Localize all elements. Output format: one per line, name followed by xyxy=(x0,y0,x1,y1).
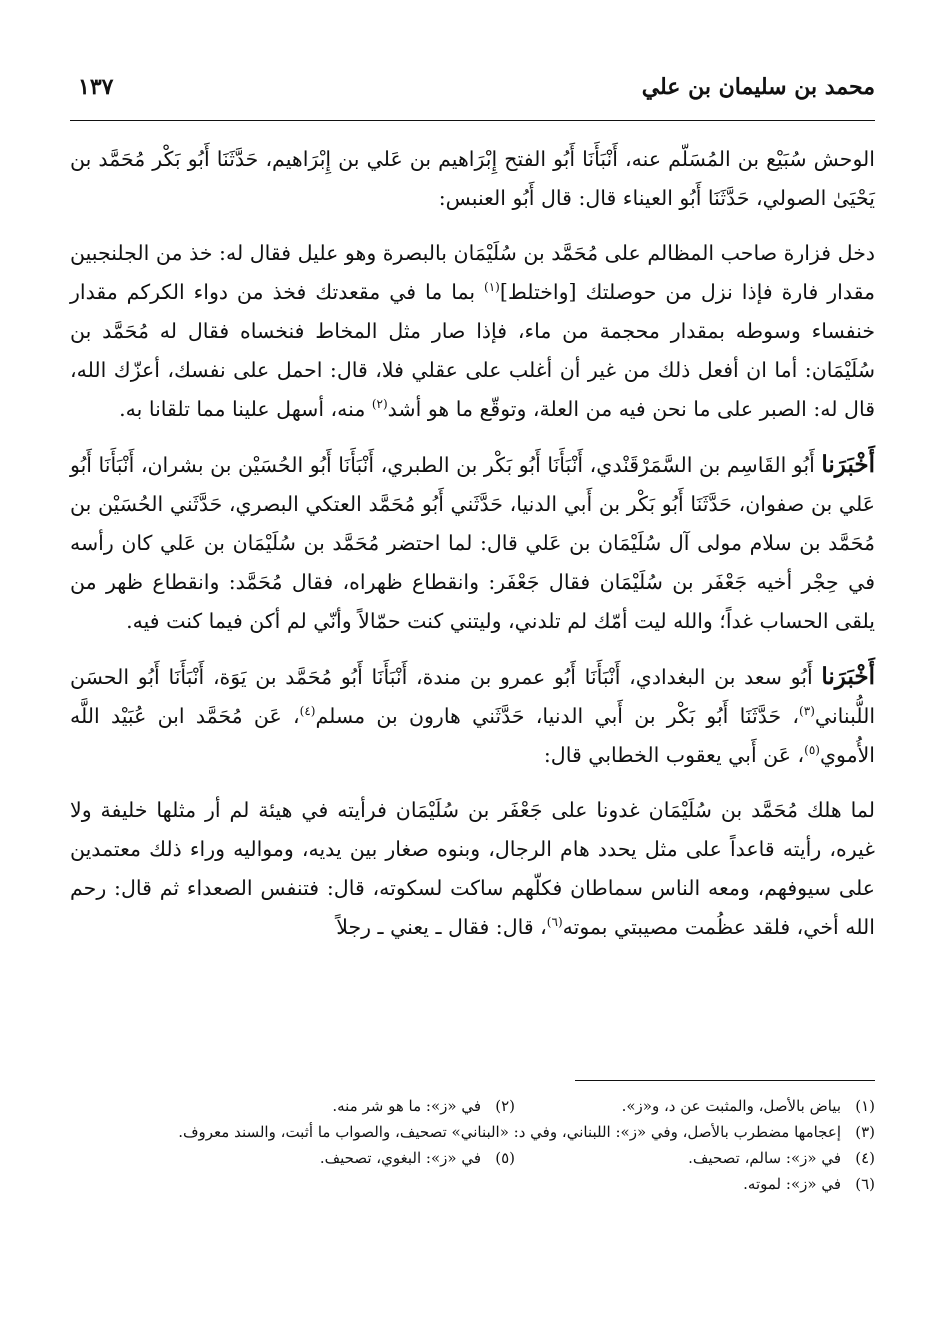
footnote-4 xyxy=(515,1145,875,1171)
footnote-number: (٤) xyxy=(855,1149,875,1167)
paragraph-5 xyxy=(70,791,875,947)
footnote-number: (٦) xyxy=(855,1175,875,1193)
lead-word: أَخْبَرَنا xyxy=(821,451,875,478)
footnote-number: (٣) xyxy=(855,1123,875,1141)
footnote-rule xyxy=(575,1080,875,1081)
footnote-text: في «ز»: لموته. xyxy=(743,1175,841,1193)
footnote-row xyxy=(70,1171,875,1197)
footnote-marker-5: (٥) xyxy=(804,743,820,758)
footnote-6 xyxy=(515,1171,875,1197)
footnote-row xyxy=(70,1093,875,1119)
paragraph-text: منه، أسهل علينا مما تلقانا به. xyxy=(119,397,372,421)
paragraph-4 xyxy=(70,657,875,775)
paragraph-2 xyxy=(70,234,875,429)
paragraph-text: ، عَن أَبي يعقوب الخطابي قال: xyxy=(543,743,805,767)
page-header xyxy=(70,60,875,106)
paragraph-text: بما ما في مقعدتك فخذ من دواء الكركم مقدار خنفساء وسوطه بمقدار محجمة من ماء، فإذا صار مثل المخاط فنخساه فقال له مُحَمَّد بن سُلَيْمَان: أما ان أفعل ذلك من غير أن أغلب على عقلي فلا، قال: احمل على نفسك، أعزّك الله، قال له: الصبر على ما نحن فيه من العلة، وتوقّع ما هو أشد xyxy=(70,280,875,421)
footnote-marker-6: (٦) xyxy=(546,915,563,930)
main-text xyxy=(70,140,875,963)
footnote-2 xyxy=(155,1093,515,1119)
footnote-marker-1: (١) xyxy=(484,280,500,295)
paragraph-text: أَبُو سعد بن البغدادي، أَنْبَأَنَا أَبُو عمرو بن مندة، أَنْبَأَنَا أَبُو مُحَمَّد بن يَوَة، أَنْبَأَنَا أَبُو الحسَن اللُّبناني xyxy=(70,665,876,728)
running-title: محمد بن سليمان بن علي xyxy=(641,74,875,100)
footnote-text: في «ز»: البغوي، تصحيف. xyxy=(319,1149,481,1167)
paragraph-text: أَبُو القَاسِم بن السَّمَرْقَنْدي، أَنْبَأَنَا أَبُو بَكْر بن الطبري، أَنْبَأَنَا أَبُو الحُسَيْن بن بشران، أَنْبَأَنَا أَبُو عَلي بن صفوان، حَدَّثَنَا أَبُو بَكْر بن أَبي الدنيا، حَدَّثَني أَبُو مُحَمَّد العتكي البصري، حَدَّثَني الحُسَيْن بن مُحَمَّد بن سلام مولى آل سُلَيْمَان بن عَلي قال: لما احتضر مُحَمَّد بن سُلَيْمَان بن عَلي كان رأسه في حِجْر أخيه جَعْفَر بن سُلَيْمَان فقال جَعْفَر: وانقطاع ظهراه، فقال مُحَمَّد: وانقطاع ظهر من يلقى الحساب غداً؛ والله ليت أمّك لم تلدني، وليتني كنت حمّالاً وأنّي لم أكن فيما كنت فيه. xyxy=(70,453,875,633)
footnote-marker-2: (٢) xyxy=(371,397,388,412)
book-page xyxy=(70,60,875,1300)
footnote-3 xyxy=(70,1119,875,1145)
paragraph-text: ، حَدَّثَنَا أَبُو بَكْر بن أَبي الدنيا، حَدَّثَني هارون بن مسلم xyxy=(315,704,800,728)
paragraph-1 xyxy=(70,140,875,218)
footnote-marker-4: (٤) xyxy=(299,704,316,719)
footnote-number: (٥) xyxy=(495,1149,515,1167)
footnote-number: (١) xyxy=(855,1097,875,1115)
paragraph-text: الوحش سُبَيْع بن المُسَلّم عنه، أَنْبَأَنَا أَبُو الفتح إِبْرَاهيم بن عَلي بن إِبْرَاهيم، حَدَّثَنَا أَبُو بَكْر مُحَمَّد بن يَحْيَىٰ الصولي، حَدَّثَنَا أَبُو العيناء قال: قال أَبُو العنبس: xyxy=(70,147,875,210)
footnote-text: إعجامها مضطرب بالأصل، وفي «ز»: اللبناني، وفي د: «البناني» تصحيف، والصواب ما أثبت، والسند معروف. xyxy=(178,1123,841,1141)
paragraph-text: دخل فزارة صاحب المظالم على مُحَمَّد بن سُلَيْمَان بالبصرة وهو عليل فقال له: خذ من الجلنجبين مقدار فارة فإذا نزل من حوصلتك [واختلط] xyxy=(70,241,875,304)
footnote-5 xyxy=(155,1145,515,1171)
paragraph-3 xyxy=(70,445,875,641)
footnote-row xyxy=(70,1145,875,1171)
footnotes xyxy=(70,1093,875,1197)
footnote-row xyxy=(70,1119,875,1145)
lead-word: أَخْبَرَنا xyxy=(821,663,875,690)
footnote-text: في «ز»: سالم، تصحيف. xyxy=(688,1149,841,1167)
page-number: ١٣٧ xyxy=(78,74,114,100)
footnote-text: بياض بالأصل، والمثبت عن د، و«ز». xyxy=(621,1097,841,1115)
paragraph-text: لما هلك مُحَمَّد بن سُلَيْمَان غدونا على جَعْفَر بن سُلَيْمَان فرأيته في هيئة لم أر مثلها خليفة ولا غيره، رأيته قاعداً على مثل يحدد هام الرجال، وبنوه صغار بين يديه، ومواليه وراء ذلك معتمدين على سيوفهم، ومعه الناس سماطان فكلّهم ساكت لسكوته، قال: فتنفس الصعداء ثم قال: رحم الله أخي، فلقد عظُمت مصيبتي بموته xyxy=(70,798,875,939)
paragraph-text: ، قال: فقال ـ يعني ـ رجلاً xyxy=(336,915,547,939)
footnote-text: في «ز»: ما هو شر منه. xyxy=(332,1097,481,1115)
footnote-marker-3: (٣) xyxy=(799,704,815,719)
header-rule xyxy=(70,120,875,121)
paragraph-text: ، عَن مُحَمَّد ابن عُبَيْد اللَّه الأُموي xyxy=(70,704,875,767)
footnote-number: (٢) xyxy=(495,1097,515,1115)
footnote-1 xyxy=(515,1093,875,1119)
